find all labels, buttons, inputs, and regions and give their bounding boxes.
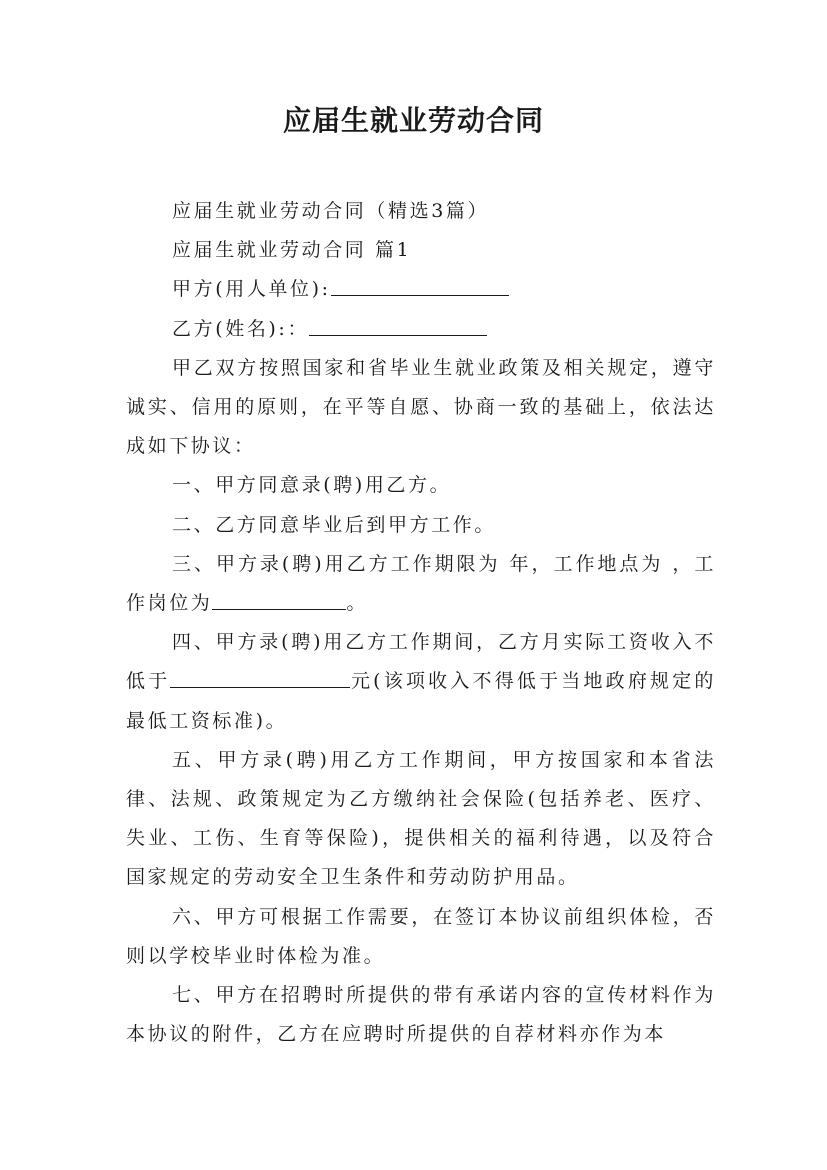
clause-3 (126, 545, 716, 623)
party-b-colon: ： (287, 317, 310, 340)
section-heading: 应届生就业劳动合同 篇1 (172, 239, 412, 262)
document-body (126, 192, 716, 1054)
party-b-blank (309, 334, 487, 336)
party-b-label: 乙方(姓名): (172, 317, 288, 340)
clause-4-tail: 元(该项收入不得低于当地政府规定的最低工资标准)。 (126, 670, 716, 732)
clause-1: 一、甲方同意录(聘)用乙方。 (172, 474, 452, 497)
party-b-line (126, 310, 716, 349)
salary-blank (170, 686, 350, 688)
document-title: 应届生就业劳动合同 (282, 104, 544, 137)
clause-6: 六、甲方可根据工作需要，在签订本协议前组织体检，否则以学校毕业时体检为准。 (126, 905, 716, 967)
clause-4-text: 四、甲方录(聘)用乙方工作期间，乙方月实际工资收入不低于 (126, 631, 716, 693)
clause-5: 五、甲方录(聘)用乙方工作期间，甲方按国家和本省法律、法规、政策规定为乙方缴纳社会保险(包括养老、医疗、失业、工伤、生育等保险)，提供相关的福利待遇，以及符合国家规定的劳动安全卫生条件和劳动防护用品。 (126, 748, 716, 889)
clause-7: 七、甲方在招聘时所提供的带有承诺内容的宣传材料作为本协议的附件，乙方在应聘时所提供的自荐材料亦作为本 (126, 984, 716, 1046)
subtitle-paragraph: 应届生就业劳动合同（精选3篇） (172, 200, 490, 222)
clause-4 (126, 623, 716, 741)
clause-3-end: 。 (346, 592, 369, 615)
clause-intro: 甲乙双方按照国家和省毕业生就业政策及相关规定，遵守诚实、信用的原则，在平等自愿、协商一致的基础上，依法达成如下协议： (126, 356, 716, 458)
clause-2: 二、乙方同意毕业后到甲方工作。 (172, 513, 497, 536)
job-position-blank (212, 608, 346, 610)
clause-3-text: 三、甲方录(聘)用乙方工作期限为 年，工作地点为 ，工作岗位为 (126, 552, 716, 615)
party-a-blank (331, 294, 509, 296)
party-a-label: 甲方(用人单位): (172, 278, 331, 301)
party-a-line (126, 270, 716, 309)
